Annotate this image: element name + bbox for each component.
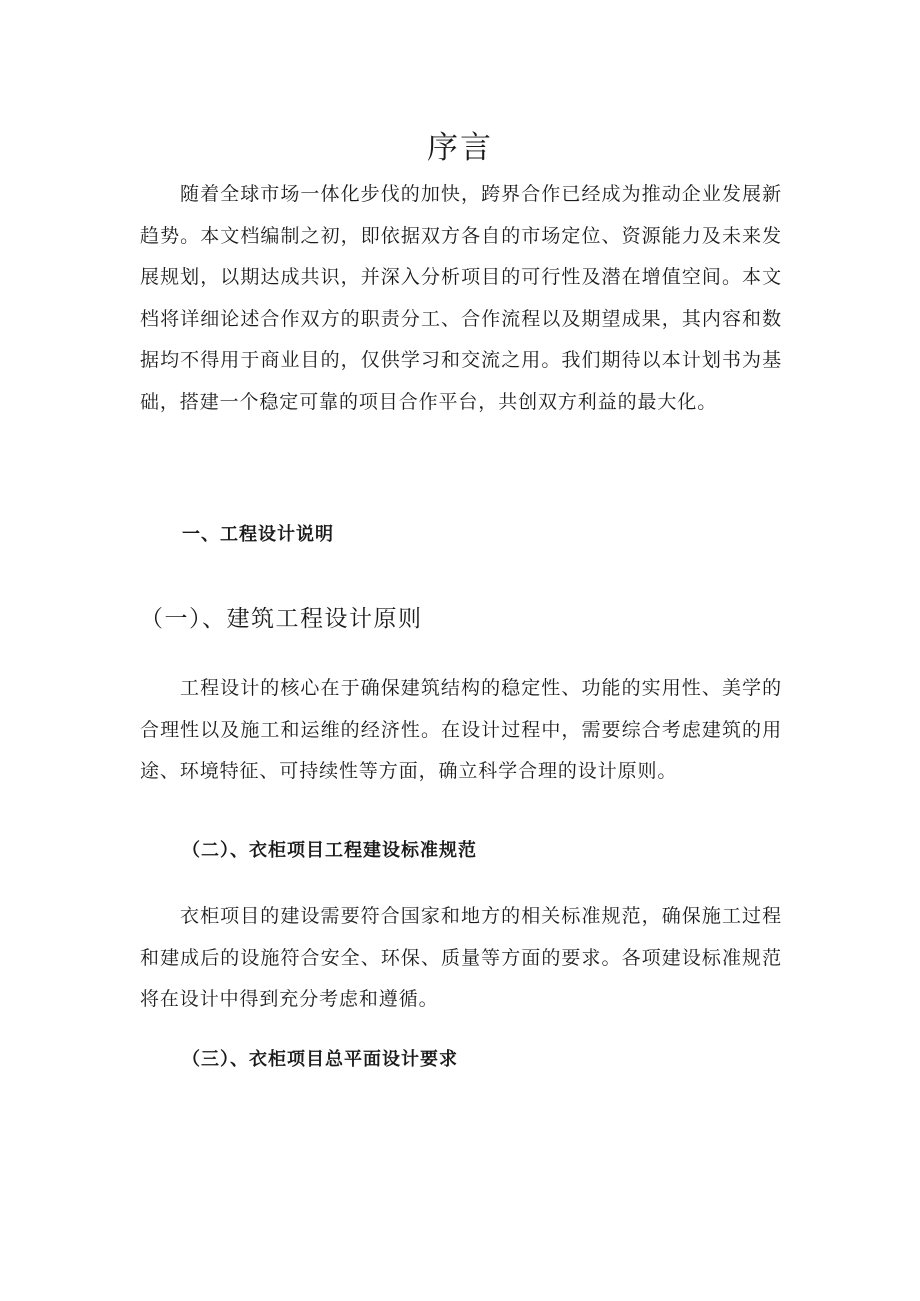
document-title: 序言 xyxy=(427,130,493,166)
subsection-heading-design-principles: （一）、建筑工程设计原则 xyxy=(140,606,423,632)
subsection-heading-construction-standards: （二）、衣柜项目工程建设标准规范 xyxy=(182,840,477,861)
preface-paragraph: 随着全球市场一体化步伐的加快，跨界合作已经成为推动企业发展新趋势。本文档编制之初，即依据双方各自的市场定位、资源能力及未来发展规划，以期达成共识，并深入分析项目的可行性及潜在增值空间。本文档将详细论述合作双方的职责分工、合作流程以及期望成果，其内容和数据均不得用于商业目的，仅供学习和交流之用。我们期待以本计划书为基础，搭建一个稳定可靠的项目合作平台，共创双方利益的最大化。 xyxy=(140,183,782,413)
subsection-heading-site-plan-requirements: （三）、衣柜项目总平面设计要求 xyxy=(182,1049,458,1070)
design-principles-paragraph: 工程设计的核心在于确保建筑结构的稳定性、功能的实用性、美学的合理性以及施工和运维的经济性。在设计过程中，需要综合考虑建筑的用途、环境特征、可持续性等方面，确立科学合理的设计原则。 xyxy=(140,677,782,782)
section-heading-engineering-design: 一、工程设计说明 xyxy=(182,524,334,545)
construction-standards-paragraph: 衣柜项目的建设需要符合国家和地方的相关标准规范，确保施工过程和建成后的设施符合安全、环保、质量等方面的要求。各项建设标准规范将在设计中得到充分考虑和遵循。 xyxy=(140,905,782,1010)
